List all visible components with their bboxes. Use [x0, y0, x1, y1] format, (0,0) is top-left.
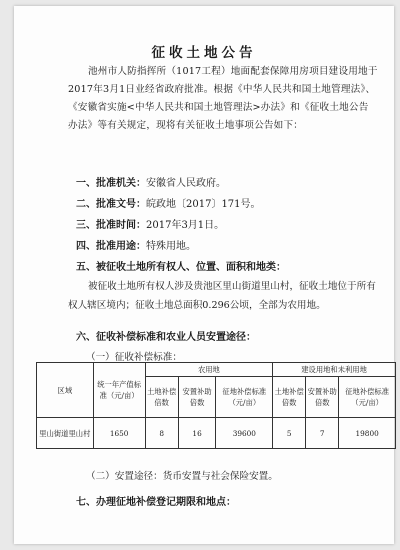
section6-sub1: （一）征收补偿标准： — [86, 352, 182, 363]
section6-sub2: （二）安置途径：货币安置与社会保险安置。 — [86, 471, 278, 482]
cell-construction-resettle-multiple: 7 — [306, 418, 339, 449]
header-farmland: 农用地 — [145, 363, 273, 377]
compensation-table — [36, 362, 396, 449]
approval-date — [76, 216, 224, 231]
header-land-comp-multiple-2: 土地补偿倍数 — [273, 377, 306, 418]
header-unified-value: 统一年产值标准（元/亩） — [93, 363, 145, 418]
intro-paragraph: 池州市人防指挥所（1017工程）地面配套保障用房项目建设用地于2017年3月1日业经省政府批准。根据《中华人民共和国土地管理法》、《安徽省实施<中华人民共和国土地管理法>办法》和《征收土地公告办法》等有关规定，现将有关征收土地事项公告如下： — [68, 66, 378, 131]
approval-purpose — [76, 237, 196, 252]
item-value: 2017年3月1日。 — [146, 220, 225, 231]
cell-unified: 1650 — [93, 418, 145, 449]
cell-farmland-land-multiple: 8 — [145, 418, 178, 449]
header-construction-land: 建设用地和未利用地 — [273, 363, 396, 377]
section5-body: 被征收土地所有权人涉及贵池区里山街道里山村，征收土地位于所有权人辖区境内；征收土地总面积0.296公顷，全部为农用地。 — [68, 281, 376, 311]
header-region: 区域 — [37, 363, 94, 418]
header-resettle-multiple-2: 安置补助倍数 — [306, 377, 339, 418]
cell-construction-standard: 19800 — [339, 418, 396, 449]
section-heading: 五、被征收土地所有权人、位置、面积和地类： — [76, 262, 286, 273]
page-title: 征收土地公告 — [151, 45, 257, 61]
item-label: 二、批准文号： — [76, 199, 146, 210]
cell-farmland-standard: 39600 — [216, 418, 273, 449]
cell-farmland-resettle-multiple: 16 — [178, 418, 216, 449]
cell-region: 里山街道里山村 — [37, 418, 94, 449]
header-comp-standard: 征地补偿标准（元/亩） — [216, 377, 273, 418]
section6-heading — [76, 328, 256, 343]
item-value: 安徽省人民政府。 — [146, 178, 226, 189]
approval-authority — [76, 174, 226, 189]
item-label: 四、批准用途： — [76, 241, 146, 252]
item-label: 三、批准时间： — [76, 220, 146, 231]
section-heading: 六、征收补偿标准和农业人员安置途径： — [76, 332, 256, 343]
approval-document-number — [76, 195, 261, 210]
header-land-comp-multiple: 土地补偿倍数 — [145, 377, 178, 418]
section-heading: 七、办理征地补偿登记期限和地点： — [76, 497, 236, 508]
section7-heading — [76, 493, 236, 508]
document-page — [14, 6, 394, 544]
cell-construction-land-multiple: 5 — [273, 418, 306, 449]
item-label: 一、批准机关： — [76, 178, 146, 189]
header-resettle-multiple: 安置补助倍数 — [178, 377, 216, 418]
header-comp-standard-2: 征地补偿标准（元/亩） — [339, 377, 396, 418]
item-value: 皖政地〔2017〕171号。 — [146, 199, 261, 210]
item-value: 特殊用地。 — [146, 241, 196, 252]
table-header-row — [37, 363, 396, 377]
section5-heading — [76, 258, 286, 273]
table-row — [37, 418, 396, 449]
